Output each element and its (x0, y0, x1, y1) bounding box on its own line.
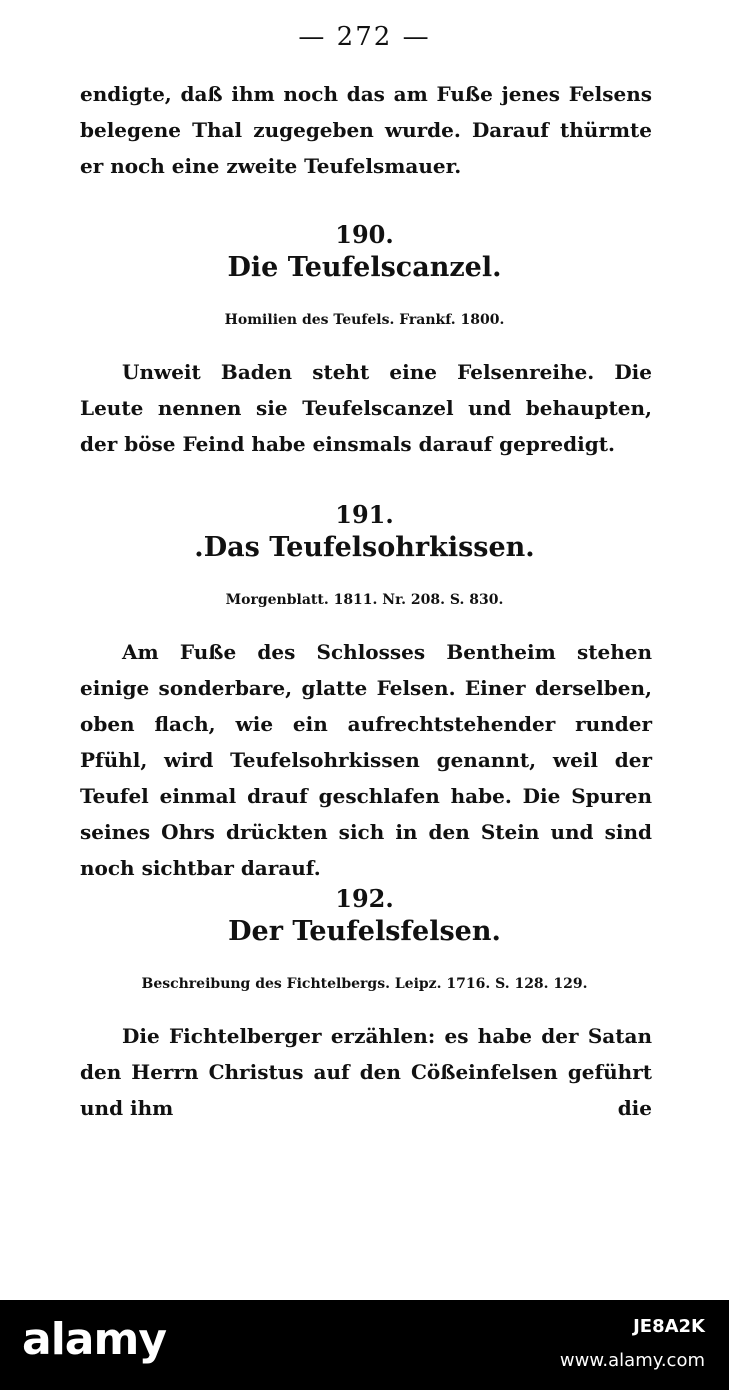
section-source-190: Homilien des Teufels. Frankf. 1800. (224, 312, 505, 328)
section-text-191: Am Fuße des Schlosses Bentheim stehen einige sonderbare, glatte Felsen. Einer derselben, oben flach, wie ein aufrechtstehender runder Pfühl, wird Teufelsohrkissen genannt, weil der Teufel einmal drauf geschlafen habe. Die Spuren seines Ohrs drückten sich in den Stein und sind noch sichtbar darauf. (80, 640, 652, 880)
catchword: die (617, 1096, 652, 1120)
section-number-192: 192. (335, 884, 394, 913)
page-number: — 272 — (298, 22, 431, 52)
intro-paragraph: endigte, daß ihm noch das am Fuße jenes Felsens belegene Thal zugegeben wurde. Darauf thürmte er noch eine zweite Teufelsmauer. (80, 82, 652, 178)
watermark-footer (0, 1300, 729, 1390)
section-title-191: .Das Teufelsohrkissen. (194, 532, 535, 563)
section-title-192: Der Teufelsfelsen. (228, 916, 501, 947)
alamy-logo: alamy (22, 1314, 166, 1365)
section-number-190: 190. (335, 220, 394, 249)
section-number-191: 191. (335, 500, 394, 529)
section-text-192: Die Fichtelberger erzählen: es habe der Satan den Herrn Christus auf den Cößeinfelsen geführt und ihm (80, 1024, 652, 1120)
section-text-190: Unweit Baden steht eine Felsenreihe. Die Leute nennen sie Teufelscanzel und behaupten, der böse Feind habe einsmals darauf gepredigt. (80, 360, 652, 456)
site-url: www.alamy.com (559, 1350, 705, 1371)
image-id: JE8A2K (633, 1316, 705, 1337)
section-source-192: Beschreibung des Fichtelbergs. Leipz. 1716. S. 128. 129. (141, 976, 588, 992)
section-source-191: Morgenblatt. 1811. Nr. 208. S. 830. (225, 592, 504, 608)
section-title-190: Die Teufelscanzel. (227, 252, 502, 283)
